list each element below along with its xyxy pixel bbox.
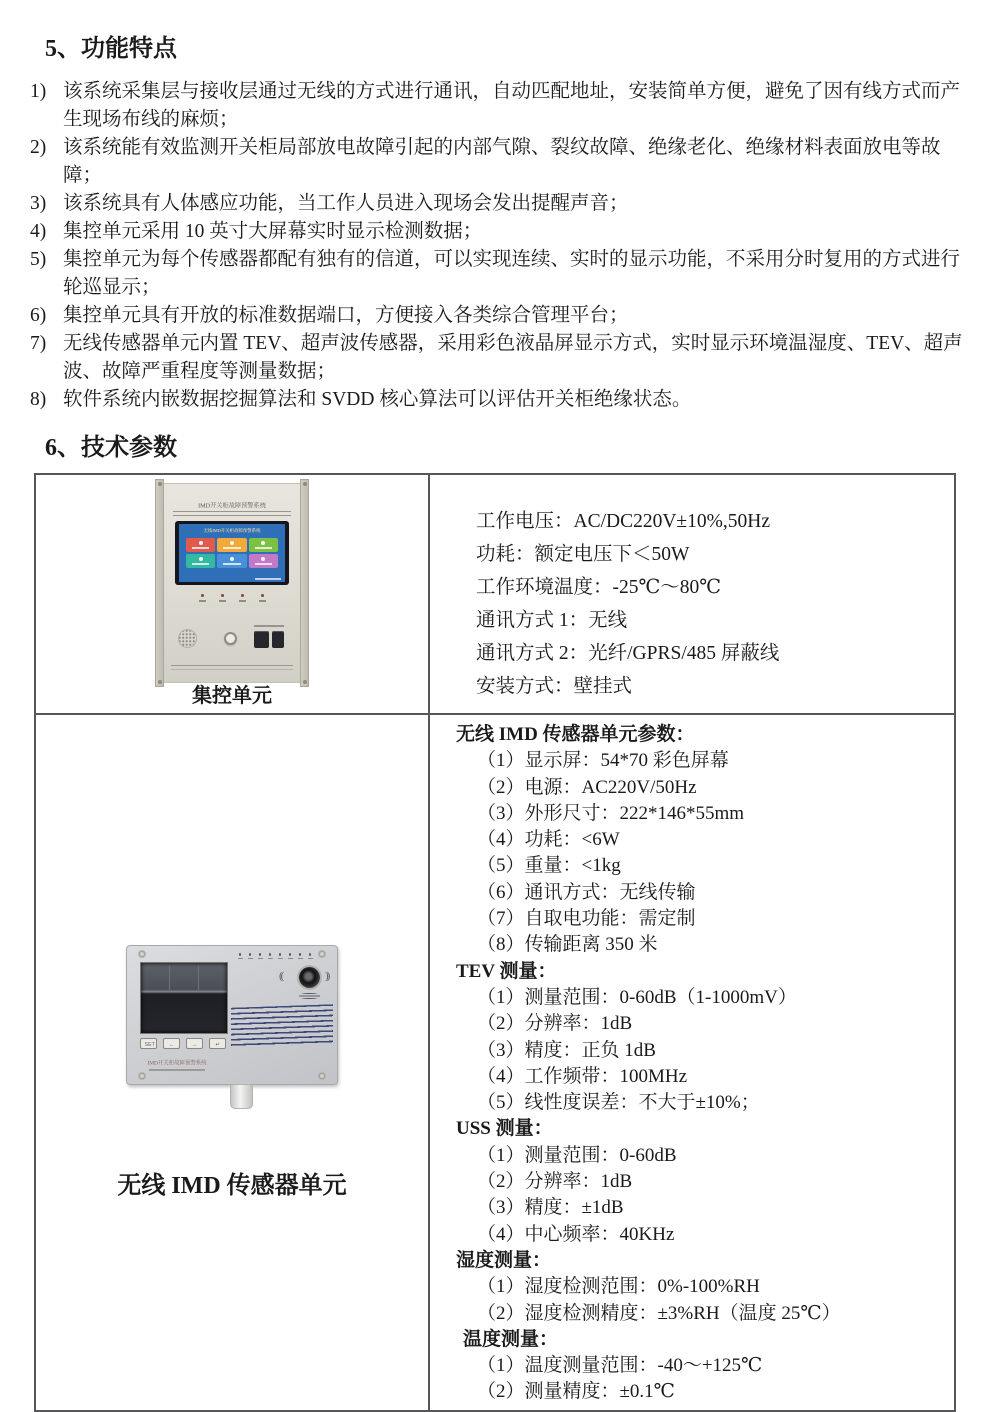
feature-list [30, 78, 968, 414]
spec-group [456, 722, 946, 959]
led-indicator [277, 953, 283, 959]
set-button: SET [140, 1038, 157, 1049]
led-indicator [287, 953, 293, 959]
feature-text: 该系统具有人体感应功能，当工作人员进入现场会发出提醒声音； [63, 193, 629, 214]
round-button [224, 632, 237, 645]
device-screen [179, 524, 285, 582]
feature-text: 软件系统内嵌数据挖掘算法和 SVDD 核心算法可以评估开关柜绝缘状态。 [63, 389, 692, 410]
screen-tile-icon [249, 554, 278, 568]
feature-number: 1) [30, 81, 47, 102]
spec-item: （1）温度测量范围：-40～+125℃ [477, 1355, 763, 1377]
spec-line: 工作电压：AC/DC220V±10%,50Hz [476, 511, 770, 532]
right-arrow-button: → [186, 1038, 203, 1049]
feature-number: 4) [30, 221, 47, 242]
spec-group [456, 1248, 946, 1327]
sound-wave-icon: )) [325, 970, 329, 982]
screen-tile-icon [217, 554, 246, 568]
feature-number: 7) [30, 333, 47, 354]
spec-item: （2）分辨率：1dB [477, 1013, 633, 1035]
led-indicator [267, 953, 273, 959]
spec-item: （2）湿度检测精度：±3%RH（温度 25℃） [477, 1302, 841, 1324]
spec-item: （1）测量范围：0-60dB（1-1000mV） [477, 986, 797, 1008]
device-panel-title: IMD开关柜故障预警系统 [198, 502, 266, 510]
led-indicator [237, 594, 247, 602]
led-indicator [217, 594, 227, 602]
switch-label [254, 625, 284, 627]
screen-tile-icon [249, 538, 278, 552]
led-indicator [257, 594, 267, 602]
feature-item [30, 78, 968, 134]
feature-text: 集控单元具有开放的标准数据端口，方便接入各类综合管理平台； [63, 305, 629, 326]
spec-item: （6）通讯方式：无线传输 [477, 881, 696, 903]
feature-text: 无线传感器单元内置 TEV、超声波传感器，采用彩色液晶屏显示方式，实时显示环境温湿度、TEV、超声波、故障严重程度等测量数据； [63, 333, 963, 382]
tech-specs-table [34, 473, 956, 1412]
led-indicator [297, 953, 303, 959]
spec-item: （1）测量范围：0-60dB [477, 1144, 677, 1166]
led-indicator [247, 953, 253, 959]
spec-item: （1）湿度检测范围：0%-100%RH [477, 1276, 760, 1298]
spec-group [456, 1116, 946, 1247]
screen-menu-grid [186, 538, 278, 568]
table-row [35, 474, 955, 714]
spec-item: （2）电源：AC220V/50Hz [477, 776, 697, 798]
spec-item: （2）测量精度：±0.1℃ [477, 1381, 675, 1403]
sound-wave-icon [299, 993, 320, 999]
led-indicator [257, 953, 263, 959]
spec-item: （2）分辨率：1dB [477, 1171, 633, 1193]
control-unit-photo [158, 484, 306, 682]
feature-number: 2) [30, 137, 47, 158]
spec-group-title: 温度测量： [463, 1328, 559, 1350]
sensor-unit-cell [35, 714, 429, 1411]
feature-number: 3) [30, 193, 47, 214]
speaker-grille-icon [178, 629, 197, 648]
led-indicator-row [237, 953, 317, 959]
led-indicator [197, 594, 207, 602]
mounting-rail [300, 479, 309, 687]
feature-item [30, 386, 968, 414]
spec-line: 通讯方式 1：无线 [476, 610, 628, 631]
spec-group-title: 湿度测量： [456, 1249, 552, 1271]
device-button-row [140, 1038, 232, 1049]
mounting-rail [155, 479, 164, 687]
vent-grille [231, 1004, 333, 1049]
spec-item: （5）线性度误差：不大于±10%； [477, 1092, 760, 1114]
feature-number: 8) [30, 389, 47, 410]
screen-tile-icon [217, 538, 246, 552]
spec-group-title: TEV 测量： [456, 960, 557, 982]
panel-divider [171, 665, 293, 670]
feature-item [30, 302, 968, 330]
spec-item: （3）精度：±1dB [477, 1197, 624, 1219]
feature-item [30, 190, 968, 218]
device-panel-title: IMD开关柜故障预警系统 [147, 1059, 207, 1066]
screen-tile-icon [186, 538, 215, 552]
spec-group-title: USS 测量： [456, 1118, 553, 1140]
enter-button: ↵ [209, 1038, 226, 1049]
spec-item: （8）传输距离 350 米 [477, 934, 658, 956]
feature-text: 该系统采集层与接收层通过无线的方式进行通讯，自动匹配地址，安装简单方便，避免了因有线方式而产生现场布线的麻烦； [63, 81, 961, 130]
ultrasonic-sensor-icon [299, 967, 320, 988]
table-row [35, 714, 955, 1411]
spec-item: （3）外形尺寸：222*146*55mm [477, 802, 745, 824]
feature-text: 集控单元为每个传感器都配有独有的信道，可以实现连续、实时的显示功能，不采用分时复用的方式进行轮巡显示； [63, 249, 961, 298]
led-indicator [237, 953, 243, 959]
sensor-unit-caption: 无线 IMD 传感器单元 [117, 1173, 347, 1199]
left-arrow-button: ← [163, 1038, 180, 1049]
power-switch-button [272, 631, 284, 648]
spec-item: （7）自取电功能：需定制 [477, 908, 696, 930]
sensor-unit-specs-cell [429, 714, 955, 1411]
feature-item [30, 134, 968, 190]
feature-item [30, 330, 968, 386]
section-6-heading: 6、技术参数 [45, 435, 177, 461]
spec-line: 工作环境温度：-25℃～80℃ [476, 577, 722, 598]
spec-item: （3）精度：正负 1dB [477, 1039, 656, 1061]
led-indicator [307, 953, 313, 959]
screw-icon [319, 1073, 325, 1079]
feature-text: 集控单元采用 10 英寸大屏幕实时显示检测数据； [63, 221, 483, 242]
screen-title: 无线IMD开关柜故障预警系统 [203, 528, 261, 533]
screw-icon [139, 951, 145, 957]
spec-group [456, 959, 946, 1117]
screen-tile-icon [186, 554, 215, 568]
sound-wave-icon: (( [279, 970, 283, 982]
spec-line: 通讯方式 2：光纤/GPRS/485 屏蔽线 [476, 643, 780, 664]
spec-item: （4）功耗：<6W [477, 829, 620, 851]
power-switch-button [254, 631, 269, 648]
feature-item [30, 218, 968, 246]
spec-item: （4）中心频率：40KHz [477, 1223, 675, 1245]
screw-icon [319, 951, 325, 957]
document-page [0, 28, 1000, 1403]
sensor-probe-stub [230, 1084, 253, 1109]
spec-group [456, 1327, 946, 1406]
control-unit-caption: 集控单元 [192, 685, 272, 707]
lcd-display [140, 962, 228, 1034]
feature-number: 5) [30, 249, 47, 270]
screw-icon [139, 1073, 145, 1079]
screen-datetime-text [255, 578, 281, 580]
screen-bezel [175, 521, 289, 585]
control-unit-cell [35, 474, 429, 714]
section-5-heading: 5、功能特点 [45, 36, 177, 62]
feature-text: 该系统能有效监测开关柜局部放电故障引起的内部气隙、裂纹故障、绝缘老化、绝缘材料表面放电等故障； [63, 137, 941, 186]
feature-item [30, 246, 968, 302]
sensor-unit-photo [126, 945, 338, 1085]
device-english-subtitle [149, 1069, 205, 1071]
spec-item: （1）显示屏：54*70 彩色屏幕 [477, 750, 729, 772]
spec-line: 安装方式：壁挂式 [476, 676, 633, 697]
spec-group-title: 无线 IMD 传感器单元参数： [456, 724, 695, 745]
spec-line: 功耗：额定电压下＜50W [476, 544, 690, 565]
panel-divider [173, 511, 291, 516]
led-indicator-row [158, 594, 306, 602]
spec-item: （5）重量：<1kg [477, 855, 621, 877]
feature-number: 6) [30, 305, 47, 326]
control-unit-specs-cell [429, 474, 955, 714]
spec-item: （4）工作频带：100MHz [477, 1065, 688, 1087]
